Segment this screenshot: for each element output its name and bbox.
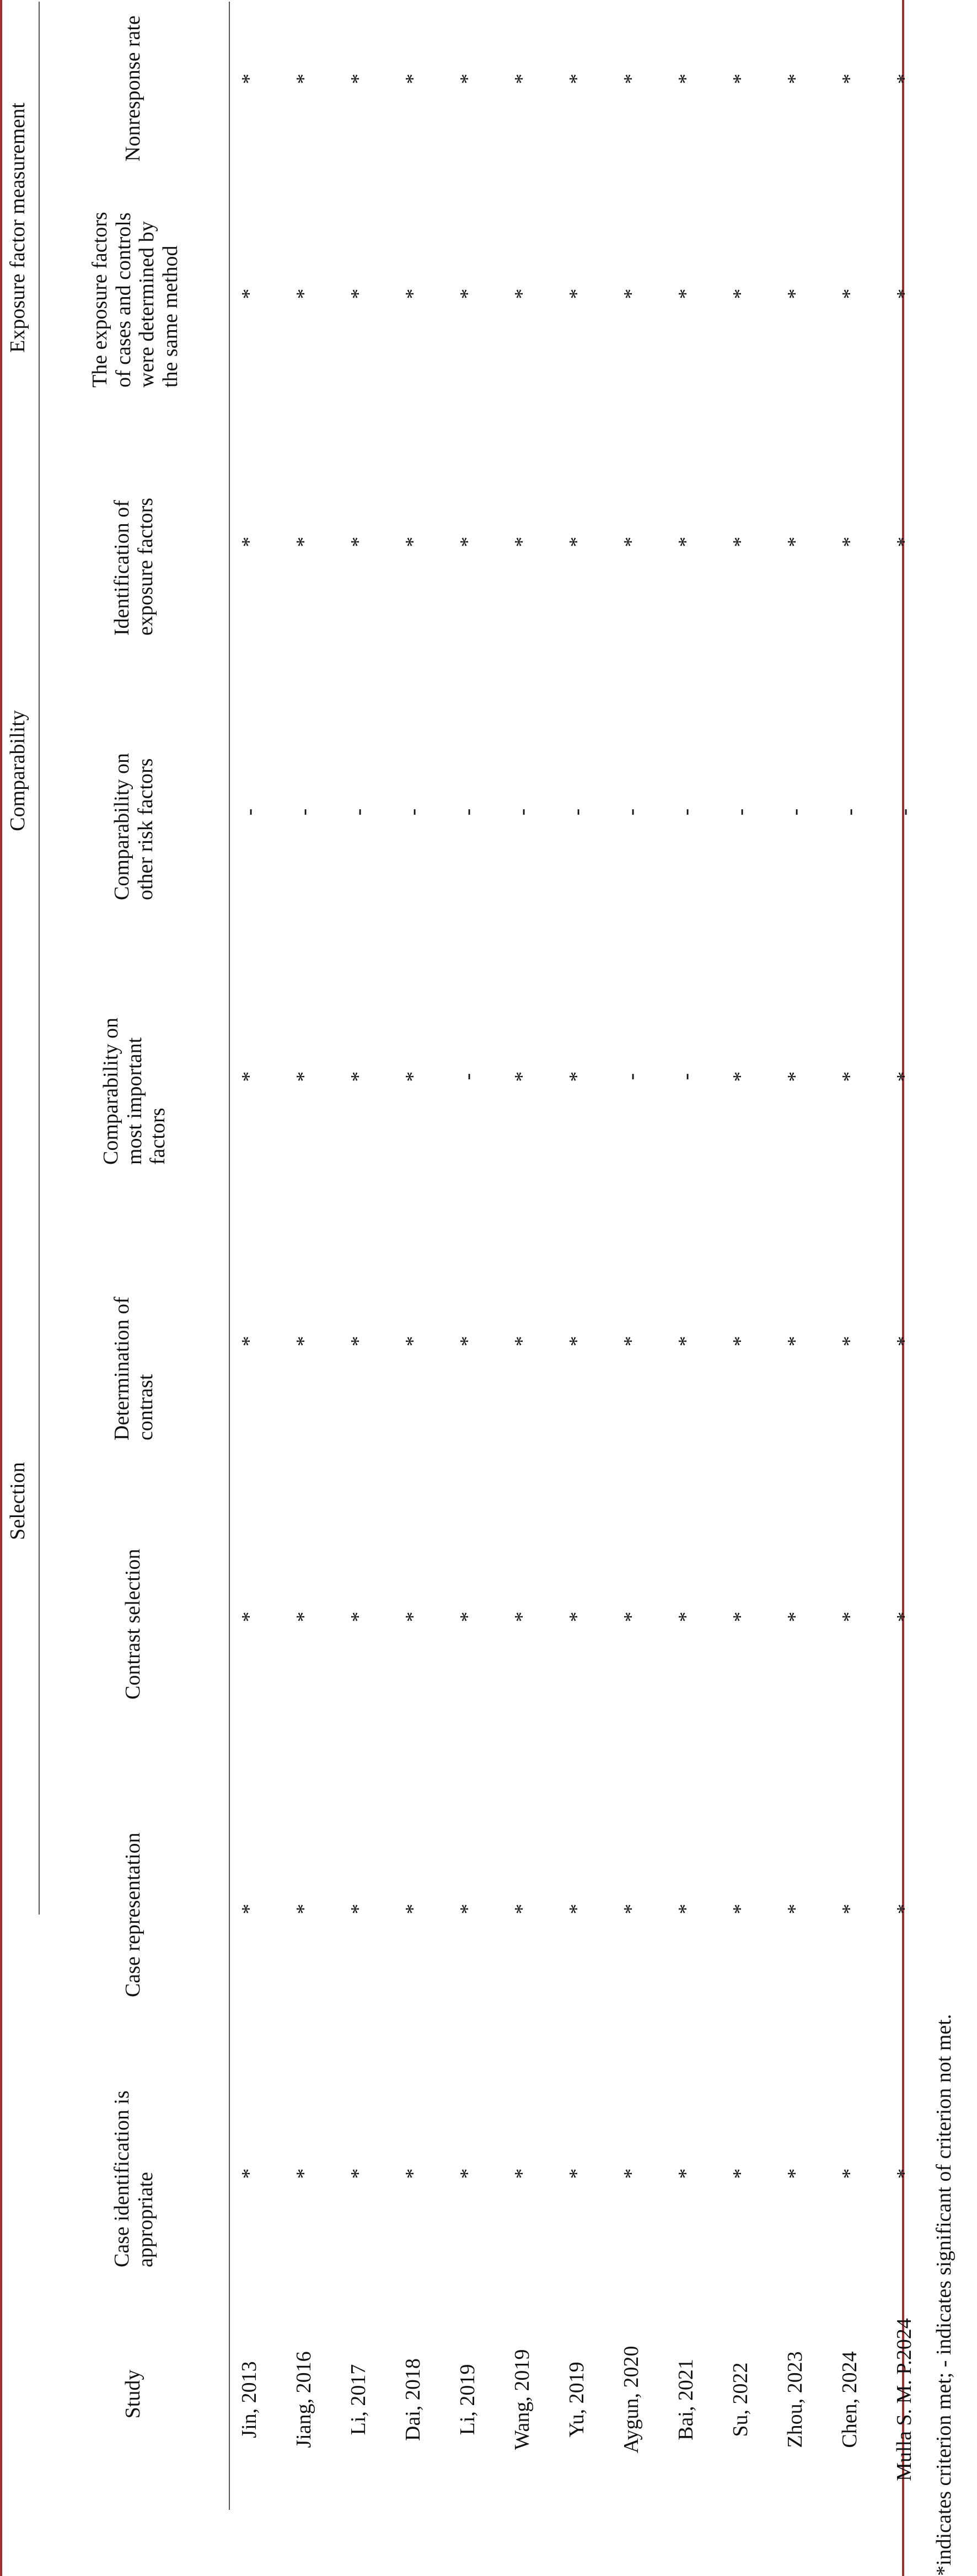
study-name-cell: Bai, 2021 [674, 2359, 697, 2440]
criterion-cell: * [511, 73, 534, 84]
study-name-cell: Jin, 2013 [238, 2361, 261, 2438]
column-header-case-representation: Case representation [121, 1832, 144, 1997]
criterion-cell: * [783, 1611, 807, 1622]
criterion-cell: * [292, 1611, 315, 1622]
group-title-exposure: Exposure factor measurement [6, 103, 29, 353]
criterion-cell: * [620, 73, 643, 84]
criterion-cell: * [511, 1611, 534, 1622]
criterion-cell: * [401, 288, 425, 299]
criterion-cell: * [238, 1336, 261, 1347]
criterion-cell: - [620, 808, 643, 816]
criterion-cell: * [893, 288, 916, 299]
criterion-cell: * [238, 73, 261, 84]
criterion-cell: * [456, 536, 479, 547]
criterion-cell: * [238, 1611, 261, 1622]
criterion-cell: * [620, 1903, 643, 1914]
criterion-cell: * [674, 288, 697, 299]
criterion-cell: * [783, 1903, 807, 1914]
header-rule [229, 2, 230, 2510]
criterion-cell: - [893, 808, 916, 816]
column-header-study: Study [121, 2369, 144, 2419]
criterion-cell: * [838, 1611, 861, 1622]
criterion-cell: - [292, 808, 315, 816]
group-title-comparability: Comparability [6, 710, 29, 831]
criterion-cell: * [511, 288, 534, 299]
criterion-cell: * [729, 1903, 752, 1914]
study-name-cell: Li, 2019 [456, 2364, 479, 2435]
criterion-cell: * [347, 2168, 370, 2179]
criterion-cell: - [674, 1073, 697, 1080]
criterion-cell: * [347, 536, 370, 547]
criterion-cell: * [238, 288, 261, 299]
criterion-cell: * [511, 1336, 534, 1347]
column-header-same-method: The exposure factors of cases and controls were determined by the same method [88, 212, 182, 388]
criterion-cell: * [620, 1336, 643, 1347]
criterion-cell: * [292, 536, 315, 547]
group-rule-comparability [39, 454, 40, 1088]
criterion-cell: * [292, 288, 315, 299]
criterion-cell: * [456, 73, 479, 84]
criterion-cell: * [565, 288, 588, 299]
criterion-cell: * [893, 1336, 916, 1347]
criterion-cell: * [401, 1903, 425, 1914]
criterion-cell: * [783, 73, 807, 84]
criterion-cell: * [347, 1336, 370, 1347]
column-header-nonresponse-rate: Nonresponse rate [121, 15, 144, 162]
study-name-cell: Dai, 2018 [401, 2358, 425, 2441]
criterion-cell: - [838, 808, 861, 816]
criterion-cell: - [238, 808, 261, 816]
criterion-cell: * [893, 1903, 916, 1914]
criterion-cell: * [511, 1071, 534, 1082]
criterion-cell: * [674, 73, 697, 84]
criterion-cell: * [783, 1336, 807, 1347]
criterion-cell: * [347, 73, 370, 84]
criterion-cell: * [565, 73, 588, 84]
group-title-selection: Selection [6, 1462, 29, 1540]
column-header-case-identification: Case identification is appropriate [110, 2090, 157, 2267]
criterion-cell: * [456, 1336, 479, 1347]
study-name-cell: Jiang, 2016 [292, 2351, 315, 2448]
study-name-cell: Mulla S. M. P.2024 [893, 2318, 916, 2481]
criterion-cell: * [783, 288, 807, 299]
criterion-cell: - [456, 1073, 479, 1080]
criterion-cell: * [838, 536, 861, 547]
criterion-cell: - [674, 808, 697, 816]
group-rule-selection [39, 1088, 40, 1914]
criterion-cell: * [729, 1611, 752, 1622]
criterion-cell: * [620, 1611, 643, 1622]
criterion-cell: * [620, 536, 643, 547]
criterion-cell: * [838, 73, 861, 84]
criterion-cell: * [401, 1611, 425, 1622]
criterion-cell: * [292, 73, 315, 84]
criterion-cell: * [838, 1903, 861, 1914]
criterion-cell: * [401, 73, 425, 84]
criterion-cell: * [674, 2168, 697, 2179]
study-name-cell: Wang, 2019 [511, 2349, 534, 2450]
criterion-cell: - [783, 808, 807, 816]
criterion-cell: * [729, 1071, 752, 1082]
criterion-cell: * [511, 2168, 534, 2179]
criterion-cell: * [238, 2168, 261, 2179]
study-name-cell: Li, 2017 [347, 2364, 370, 2435]
criterion-cell: - [456, 808, 479, 816]
criterion-cell: * [893, 1611, 916, 1622]
criterion-cell: * [893, 1071, 916, 1082]
study-name-cell: Yu, 2019 [565, 2362, 588, 2438]
group-rule-exposure [39, 2, 40, 454]
criterion-cell: * [292, 1336, 315, 1347]
column-header-determination-of-contrast: Determination of contrast [110, 1297, 157, 1440]
criterion-cell: - [565, 808, 588, 816]
criterion-cell: * [620, 2168, 643, 2179]
criterion-cell: * [401, 2168, 425, 2179]
criterion-cell: * [674, 1336, 697, 1347]
criterion-cell: * [729, 73, 752, 84]
criterion-cell: * [893, 536, 916, 547]
criterion-cell: * [511, 1903, 534, 1914]
column-header-contrast-selection: Contrast selection [121, 1548, 144, 1700]
criterion-cell: * [238, 1071, 261, 1082]
criterion-cell: * [838, 1336, 861, 1347]
criterion-cell: * [565, 1336, 588, 1347]
criterion-cell: * [838, 288, 861, 299]
criterion-cell: * [456, 1903, 479, 1914]
criterion-cell: * [456, 1611, 479, 1622]
criterion-cell: * [674, 536, 697, 547]
criterion-cell: * [674, 1611, 697, 1622]
criterion-cell: * [729, 2168, 752, 2179]
criterion-cell: * [783, 1071, 807, 1082]
criterion-cell: * [401, 1071, 425, 1082]
criterion-cell: * [292, 1903, 315, 1914]
criterion-cell: - [347, 808, 370, 816]
criterion-cell: * [674, 1903, 697, 1914]
column-header-comparability-important: Comparability on most important factors [99, 1017, 170, 1165]
study-name-cell: Aygun, 2020 [620, 2346, 643, 2454]
criterion-cell: * [456, 288, 479, 299]
criterion-cell: * [893, 2168, 916, 2179]
study-name-cell: Zhou, 2023 [783, 2351, 807, 2448]
column-header-identification-exposure: Identification of exposure factors [110, 497, 157, 636]
criterion-cell: - [620, 1073, 643, 1080]
criterion-cell: * [783, 536, 807, 547]
criterion-cell: * [347, 1903, 370, 1914]
criterion-cell: * [456, 2168, 479, 2179]
criterion-cell: * [729, 1336, 752, 1347]
criterion-cell: * [511, 536, 534, 547]
criterion-cell: * [893, 73, 916, 84]
criterion-cell: * [729, 536, 752, 547]
criterion-cell: - [729, 808, 752, 816]
study-name-cell: Chen, 2024 [838, 2351, 861, 2448]
criterion-cell: * [783, 2168, 807, 2179]
column-header-comparability-other: Comparability on other risk factors [110, 752, 157, 900]
criterion-cell: * [565, 1903, 588, 1914]
table-footnote: *indicates criterion met; - indicates significant of criterion not met. [932, 2014, 955, 2576]
criterion-cell: * [565, 2168, 588, 2179]
criterion-cell: * [565, 1611, 588, 1622]
criterion-cell: * [565, 1071, 588, 1082]
criterion-cell: * [401, 536, 425, 547]
study-name-cell: Su, 2022 [729, 2362, 752, 2437]
criterion-cell: * [292, 2168, 315, 2179]
criterion-cell: * [729, 288, 752, 299]
criterion-cell: * [620, 288, 643, 299]
criterion-cell: - [511, 808, 534, 816]
criterion-cell: * [347, 1611, 370, 1622]
criterion-cell: * [838, 1071, 861, 1082]
criterion-cell: * [565, 536, 588, 547]
criterion-cell: * [347, 1071, 370, 1082]
criterion-cell: * [238, 536, 261, 547]
criterion-cell: * [401, 1336, 425, 1347]
criterion-cell: * [292, 1071, 315, 1082]
criterion-cell: - [401, 808, 425, 816]
criterion-cell: * [238, 1903, 261, 1914]
criterion-cell: * [838, 2168, 861, 2179]
criterion-cell: * [347, 288, 370, 299]
